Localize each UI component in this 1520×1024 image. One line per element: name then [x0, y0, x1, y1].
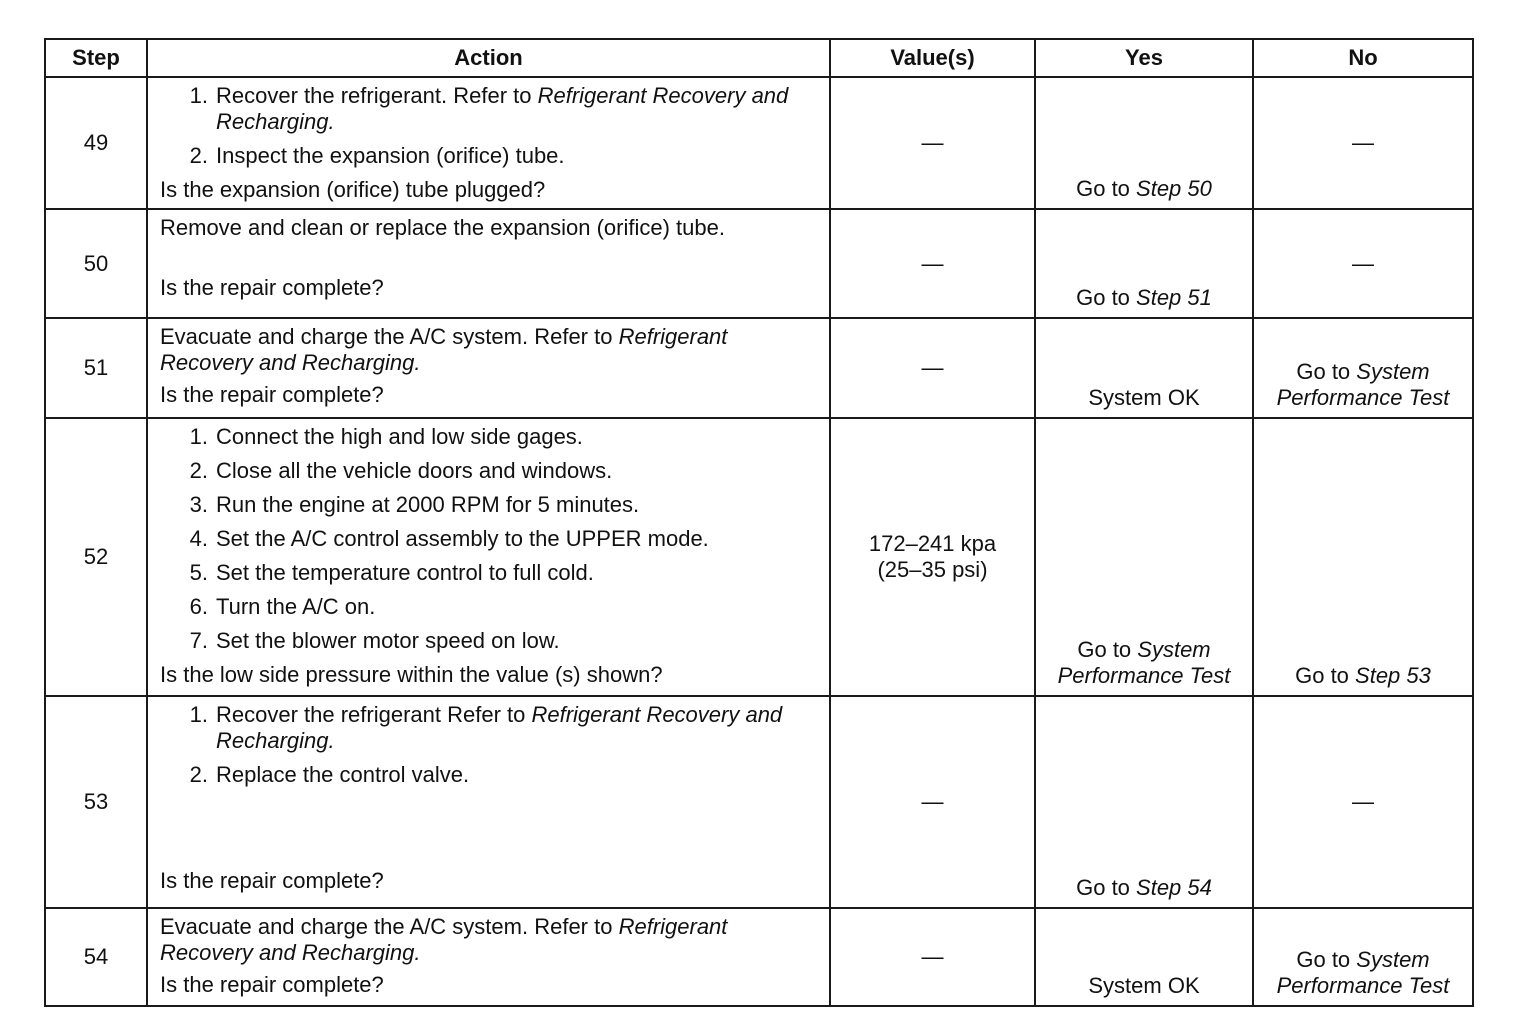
yes-link: Step 50: [1136, 176, 1212, 201]
item-number: 4.: [189, 526, 208, 551]
yes-prefix: Go to: [1076, 285, 1137, 310]
header-yes: Yes: [1035, 39, 1253, 77]
action-text: Remove and clean or replace the expansion (orifice) tube.: [160, 215, 725, 240]
item-number: 1.: [189, 424, 208, 449]
action-cell: [147, 908, 830, 1006]
item-number: 2.: [189, 458, 208, 483]
list-item: [189, 143, 819, 169]
item-number: 1.: [189, 702, 208, 727]
list-item: [189, 560, 819, 586]
yes-link: Step 54: [1136, 875, 1212, 900]
item-text: Close all the vehicle doors and windows.: [216, 458, 613, 483]
list-item: [189, 628, 819, 654]
yes-cell: [1035, 209, 1253, 318]
yes-cell: [1035, 418, 1253, 696]
item-text: Set the blower motor speed on low.: [216, 628, 560, 653]
value-psi: (25–35 psi): [877, 557, 988, 582]
action-question: Is the expansion (orifice) tube plugged?: [160, 177, 546, 202]
no-cell: [1253, 418, 1473, 696]
header-row: [45, 39, 1473, 77]
value-kpa: 172–241 kpa: [868, 531, 997, 556]
list-item: [189, 762, 819, 788]
item-number: 2.: [189, 762, 208, 787]
header-action: Action: [147, 39, 830, 77]
no-cell: —: [1253, 696, 1473, 908]
yes-prefix: Go to: [1076, 875, 1137, 900]
item-number: 3.: [189, 492, 208, 517]
item-text: Set the A/C control assembly to the UPPER mode.: [216, 526, 709, 551]
action-cell: [147, 209, 830, 318]
item-text: Set the temperature control to full cold.: [216, 560, 594, 585]
item-text: Run the engine at 2000 RPM for 5 minutes.: [216, 492, 640, 517]
action-list: [160, 702, 819, 788]
no-cell: [1253, 908, 1473, 1006]
item-number: 6.: [189, 594, 208, 619]
list-item: [189, 594, 819, 620]
list-item: [189, 458, 819, 484]
step-number: 50: [45, 209, 147, 318]
item-text: Turn the A/C on.: [216, 594, 376, 619]
value-cell: —: [830, 209, 1035, 318]
action-text-plain: Evacuate and charge the A/C system. Refer to: [160, 324, 619, 349]
action-question: Is the low side pressure within the value (s) shown?: [160, 662, 663, 687]
action-question: Is the repair complete?: [160, 868, 384, 893]
action-list: [160, 83, 819, 169]
step-number: 49: [45, 77, 147, 209]
yes-link: Step 51: [1136, 285, 1212, 310]
value-cell: [830, 418, 1035, 696]
header-values: Value(s): [830, 39, 1035, 77]
item-number: 1.: [189, 83, 208, 108]
yes-prefix: Go to: [1076, 176, 1137, 201]
value-cell: —: [830, 908, 1035, 1006]
action-reference: Refrigerant Recovery and Recharging.: [160, 914, 728, 965]
no-prefix: Go to: [1296, 947, 1357, 972]
yes-cell: [1035, 696, 1253, 908]
yes-link: System: [1137, 637, 1211, 662]
step-number: 54: [45, 908, 147, 1006]
item-text: Connect the high and low side gages.: [216, 424, 583, 449]
action-question: Is the repair complete?: [160, 972, 384, 997]
no-link-cont: Performance Test: [1276, 973, 1450, 998]
action-cell: [147, 696, 830, 908]
item-number: 2.: [189, 143, 208, 168]
no-cell: —: [1253, 209, 1473, 318]
table-row: [45, 908, 1473, 1006]
no-prefix: Go to: [1295, 663, 1356, 688]
table-row: [45, 209, 1473, 318]
step-number: 53: [45, 696, 147, 908]
item-text: Replace the control valve.: [216, 762, 470, 787]
table-row: [45, 77, 1473, 209]
yes-prefix: Go to: [1077, 637, 1138, 662]
action-reference: Refrigerant Recovery and Recharging.: [160, 324, 728, 375]
header-step: Step: [45, 39, 147, 77]
step-number: 52: [45, 418, 147, 696]
diagnostic-table: [44, 38, 1474, 1007]
action-cell: [147, 77, 830, 209]
yes-cell: [1035, 77, 1253, 209]
item-number: 5.: [189, 560, 208, 585]
table-row: [45, 418, 1473, 696]
action-text-plain: Evacuate and charge the A/C system. Refer to: [160, 914, 619, 939]
step-number: 51: [45, 318, 147, 418]
action-cell: [147, 418, 830, 696]
no-cell: —: [1253, 77, 1473, 209]
yes-cell: System OK: [1035, 318, 1253, 418]
value-cell: —: [830, 318, 1035, 418]
table-row: [45, 318, 1473, 418]
item-text: Inspect the expansion (orifice) tube.: [216, 143, 565, 168]
no-link: System: [1356, 359, 1430, 384]
item-reference: Refrigerant Recovery and Recharging.: [216, 702, 783, 753]
yes-link-cont: Performance Test: [1057, 663, 1231, 688]
item-text: Recover the refrigerant. Refer to: [216, 83, 538, 108]
list-item: [189, 424, 819, 450]
list-item: [189, 526, 819, 552]
list-item: [189, 702, 819, 754]
list-item: [189, 83, 819, 135]
table-row: [45, 696, 1473, 908]
item-text: Recover the refrigerant Refer to: [216, 702, 532, 727]
action-cell: [147, 318, 830, 418]
no-prefix: Go to: [1296, 359, 1357, 384]
item-number: 7.: [189, 628, 208, 653]
header-no: No: [1253, 39, 1473, 77]
no-link: System: [1356, 947, 1430, 972]
value-cell: —: [830, 696, 1035, 908]
yes-cell: System OK: [1035, 908, 1253, 1006]
action-list: [160, 424, 819, 654]
no-cell: [1253, 318, 1473, 418]
action-text: [160, 914, 819, 966]
action-text: [160, 324, 819, 376]
action-question: Is the repair complete?: [160, 275, 384, 300]
no-link: Step 53: [1355, 663, 1431, 688]
list-item: [189, 492, 819, 518]
item-reference: Refrigerant Recovery and Recharging.: [216, 83, 789, 134]
no-link-cont: Performance Test: [1276, 385, 1450, 410]
value-cell: —: [830, 77, 1035, 209]
action-question: Is the repair complete?: [160, 382, 384, 407]
